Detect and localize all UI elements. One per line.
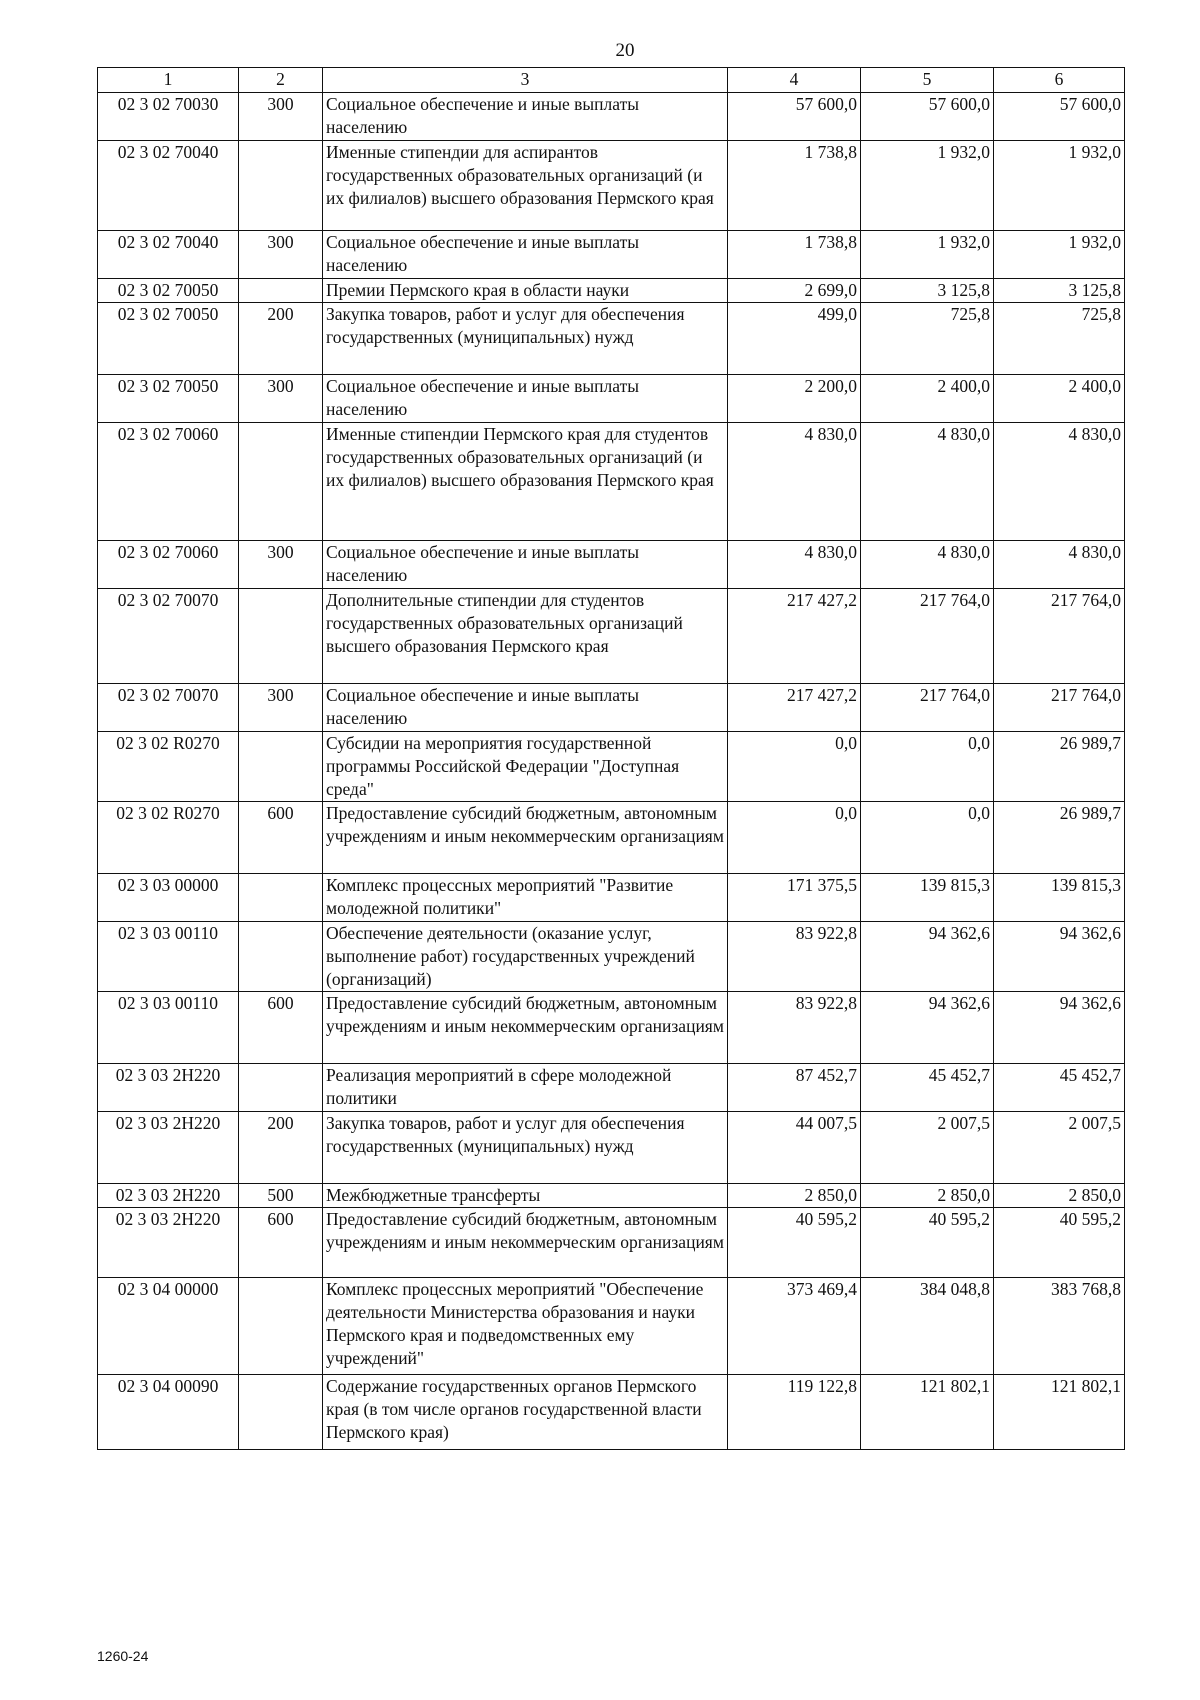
cell-code: 02 3 02 70050	[98, 303, 239, 375]
cell-description: Субсидии на мероприятия государственной программы Российской Федерации "Доступная среда"	[323, 732, 728, 802]
cell-value-4: 83 922,8	[728, 922, 861, 992]
budget-table	[97, 67, 1125, 1450]
cell-value-4: 373 469,4	[728, 1278, 861, 1375]
cell-code: 02 3 03 00110	[98, 922, 239, 992]
cell-value-5: 121 802,1	[861, 1375, 994, 1450]
cell-expense-type: 300	[239, 684, 323, 732]
cell-description: Предоставление субсидий бюджетным, автономным учреждениям и иным некоммерческим организациям	[323, 1208, 728, 1278]
table-row	[98, 279, 1125, 303]
cell-expense-type	[239, 1278, 323, 1375]
table-row	[98, 992, 1125, 1064]
cell-value-4: 2 200,0	[728, 375, 861, 423]
cell-value-4: 40 595,2	[728, 1208, 861, 1278]
cell-expense-type	[239, 279, 323, 303]
cell-description: Предоставление субсидий бюджетным, автономным учреждениям и иным некоммерческим организациям	[323, 992, 728, 1064]
cell-value-6: 4 830,0	[994, 423, 1125, 541]
cell-value-4: 499,0	[728, 303, 861, 375]
cell-value-5: 217 764,0	[861, 684, 994, 732]
cell-value-5: 1 932,0	[861, 141, 994, 231]
cell-value-5: 94 362,6	[861, 922, 994, 992]
cell-value-4: 171 375,5	[728, 874, 861, 922]
cell-value-5: 3 125,8	[861, 279, 994, 303]
cell-value-6: 26 989,7	[994, 802, 1125, 874]
table-row	[98, 802, 1125, 874]
table-row	[98, 1064, 1125, 1112]
table-row	[98, 141, 1125, 231]
cell-value-4: 2 850,0	[728, 1184, 861, 1208]
page-number: 20	[615, 40, 635, 61]
cell-value-4: 1 738,8	[728, 231, 861, 279]
cell-value-6: 40 595,2	[994, 1208, 1125, 1278]
cell-value-6: 2 007,5	[994, 1112, 1125, 1184]
cell-value-4: 57 600,0	[728, 93, 861, 141]
cell-description: Реализация мероприятий в сфере молодежной политики	[323, 1064, 728, 1112]
cell-description: Именные стипендии для аспирантов государственных образовательных организаций (и их филиалов) высшего образования Пермского края	[323, 141, 728, 231]
table-row	[98, 303, 1125, 375]
table-row	[98, 874, 1125, 922]
cell-value-5: 2 850,0	[861, 1184, 994, 1208]
cell-expense-type: 200	[239, 1112, 323, 1184]
cell-code: 02 3 02 70060	[98, 541, 239, 589]
cell-value-5: 45 452,7	[861, 1064, 994, 1112]
cell-code: 02 3 03 00000	[98, 874, 239, 922]
cell-value-6: 2 850,0	[994, 1184, 1125, 1208]
column-header-5: 5	[861, 68, 994, 93]
cell-expense-type: 600	[239, 992, 323, 1064]
table-row	[98, 589, 1125, 684]
table-row	[98, 1208, 1125, 1278]
table-row	[98, 423, 1125, 541]
cell-code: 02 3 02 70040	[98, 141, 239, 231]
table-row	[98, 922, 1125, 992]
cell-description: Именные стипендии Пермского края для студентов государственных образовательных организаций (и их филиалов) высшего образования Пермского края	[323, 423, 728, 541]
cell-description: Обеспечение деятельности (оказание услуг, выполнение работ) государственных учреждений (организаций)	[323, 922, 728, 992]
cell-value-5: 4 830,0	[861, 541, 994, 589]
cell-value-5: 40 595,2	[861, 1208, 994, 1278]
cell-code: 02 3 02 70060	[98, 423, 239, 541]
cell-code: 02 3 03 2Н220	[98, 1064, 239, 1112]
cell-description: Комплекс процессных мероприятий "Развитие молодежной политики"	[323, 874, 728, 922]
cell-value-4: 0,0	[728, 802, 861, 874]
cell-value-4: 44 007,5	[728, 1112, 861, 1184]
cell-code: 02 3 02 70050	[98, 375, 239, 423]
table-row	[98, 1375, 1125, 1450]
cell-description: Социальное обеспечение и иные выплаты населению	[323, 231, 728, 279]
table-row	[98, 732, 1125, 802]
cell-code: 02 3 02 R0270	[98, 802, 239, 874]
cell-description: Социальное обеспечение и иные выплаты населению	[323, 93, 728, 141]
table-row	[98, 1184, 1125, 1208]
cell-description: Предоставление субсидий бюджетным, автономным учреждениям и иным некоммерческим организациям	[323, 802, 728, 874]
cell-value-6: 45 452,7	[994, 1064, 1125, 1112]
cell-value-5: 217 764,0	[861, 589, 994, 684]
cell-code: 02 3 02 70070	[98, 684, 239, 732]
table-row	[98, 93, 1125, 141]
cell-code: 02 3 02 70050	[98, 279, 239, 303]
cell-value-5: 2 007,5	[861, 1112, 994, 1184]
cell-expense-type: 600	[239, 1208, 323, 1278]
cell-value-5: 0,0	[861, 802, 994, 874]
table-row	[98, 684, 1125, 732]
cell-expense-type	[239, 1064, 323, 1112]
cell-value-6: 217 764,0	[994, 684, 1125, 732]
cell-code: 02 3 02 70030	[98, 93, 239, 141]
cell-expense-type: 200	[239, 303, 323, 375]
table-row	[98, 1112, 1125, 1184]
cell-expense-type: 300	[239, 541, 323, 589]
column-header-1: 1	[98, 68, 239, 93]
cell-value-6: 2 400,0	[994, 375, 1125, 423]
cell-value-6: 4 830,0	[994, 541, 1125, 589]
cell-value-6: 57 600,0	[994, 93, 1125, 141]
cell-value-4: 119 122,8	[728, 1375, 861, 1450]
cell-expense-type: 300	[239, 375, 323, 423]
cell-description: Комплекс процессных мероприятий "Обеспечение деятельности Министерства образования и науки Пермского края и подведомственных ему учреждений"	[323, 1278, 728, 1375]
cell-description: Дополнительные стипендии для студентов государственных образовательных организаций высшего образования Пермского края	[323, 589, 728, 684]
cell-expense-type: 300	[239, 93, 323, 141]
cell-value-4: 87 452,7	[728, 1064, 861, 1112]
cell-value-6: 121 802,1	[994, 1375, 1125, 1450]
cell-expense-type	[239, 1375, 323, 1450]
table-header-row	[98, 68, 1125, 93]
cell-value-4: 1 738,8	[728, 141, 861, 231]
cell-code: 02 3 04 00000	[98, 1278, 239, 1375]
table-row	[98, 231, 1125, 279]
cell-value-6: 1 932,0	[994, 231, 1125, 279]
column-header-3: 3	[323, 68, 728, 93]
cell-description: Межбюджетные трансферты	[323, 1184, 728, 1208]
cell-value-6: 1 932,0	[994, 141, 1125, 231]
cell-code: 02 3 02 70070	[98, 589, 239, 684]
cell-description: Социальное обеспечение и иные выплаты населению	[323, 684, 728, 732]
cell-description: Содержание государственных органов Пермского края (в том числе органов государственной власти Пермского края)	[323, 1375, 728, 1450]
cell-expense-type	[239, 874, 323, 922]
cell-value-5: 384 048,8	[861, 1278, 994, 1375]
cell-code: 02 3 03 2Н220	[98, 1184, 239, 1208]
cell-description: Закупка товаров, работ и услуг для обеспечения государственных (муниципальных) нужд	[323, 1112, 728, 1184]
cell-code: 02 3 03 2Н220	[98, 1112, 239, 1184]
table-body	[98, 93, 1125, 1450]
cell-code: 02 3 03 2Н220	[98, 1208, 239, 1278]
cell-value-6: 94 362,6	[994, 992, 1125, 1064]
table-row	[98, 541, 1125, 589]
document-code: 1260-24	[97, 1648, 149, 1664]
table-row	[98, 1278, 1125, 1375]
cell-expense-type	[239, 589, 323, 684]
cell-expense-type	[239, 732, 323, 802]
cell-value-6: 383 768,8	[994, 1278, 1125, 1375]
cell-value-4: 4 830,0	[728, 423, 861, 541]
cell-value-6: 217 764,0	[994, 589, 1125, 684]
cell-value-6: 725,8	[994, 303, 1125, 375]
cell-description: Социальное обеспечение и иные выплаты населению	[323, 375, 728, 423]
cell-value-6: 26 989,7	[994, 732, 1125, 802]
cell-value-6: 3 125,8	[994, 279, 1125, 303]
cell-value-5: 94 362,6	[861, 992, 994, 1064]
cell-value-4: 217 427,2	[728, 589, 861, 684]
column-header-2: 2	[239, 68, 323, 93]
cell-code: 02 3 03 00110	[98, 992, 239, 1064]
cell-value-6: 139 815,3	[994, 874, 1125, 922]
cell-expense-type	[239, 922, 323, 992]
cell-value-5: 1 932,0	[861, 231, 994, 279]
cell-value-5: 139 815,3	[861, 874, 994, 922]
cell-code: 02 3 04 00090	[98, 1375, 239, 1450]
cell-code: 02 3 02 R0270	[98, 732, 239, 802]
table-row	[98, 375, 1125, 423]
cell-value-4: 217 427,2	[728, 684, 861, 732]
cell-value-4: 2 699,0	[728, 279, 861, 303]
cell-value-5: 57 600,0	[861, 93, 994, 141]
cell-expense-type: 600	[239, 802, 323, 874]
cell-value-5: 4 830,0	[861, 423, 994, 541]
column-header-6: 6	[994, 68, 1125, 93]
cell-description: Премии Пермского края в области науки	[323, 279, 728, 303]
cell-expense-type: 500	[239, 1184, 323, 1208]
cell-value-6: 94 362,6	[994, 922, 1125, 992]
cell-description: Социальное обеспечение и иные выплаты населению	[323, 541, 728, 589]
cell-description: Закупка товаров, работ и услуг для обеспечения государственных (муниципальных) нужд	[323, 303, 728, 375]
cell-expense-type	[239, 141, 323, 231]
cell-value-5: 0,0	[861, 732, 994, 802]
cell-value-4: 83 922,8	[728, 992, 861, 1064]
column-header-4: 4	[728, 68, 861, 93]
cell-code: 02 3 02 70040	[98, 231, 239, 279]
cell-value-4: 0,0	[728, 732, 861, 802]
cell-expense-type: 300	[239, 231, 323, 279]
cell-value-5: 725,8	[861, 303, 994, 375]
cell-value-4: 4 830,0	[728, 541, 861, 589]
cell-value-5: 2 400,0	[861, 375, 994, 423]
cell-expense-type	[239, 423, 323, 541]
